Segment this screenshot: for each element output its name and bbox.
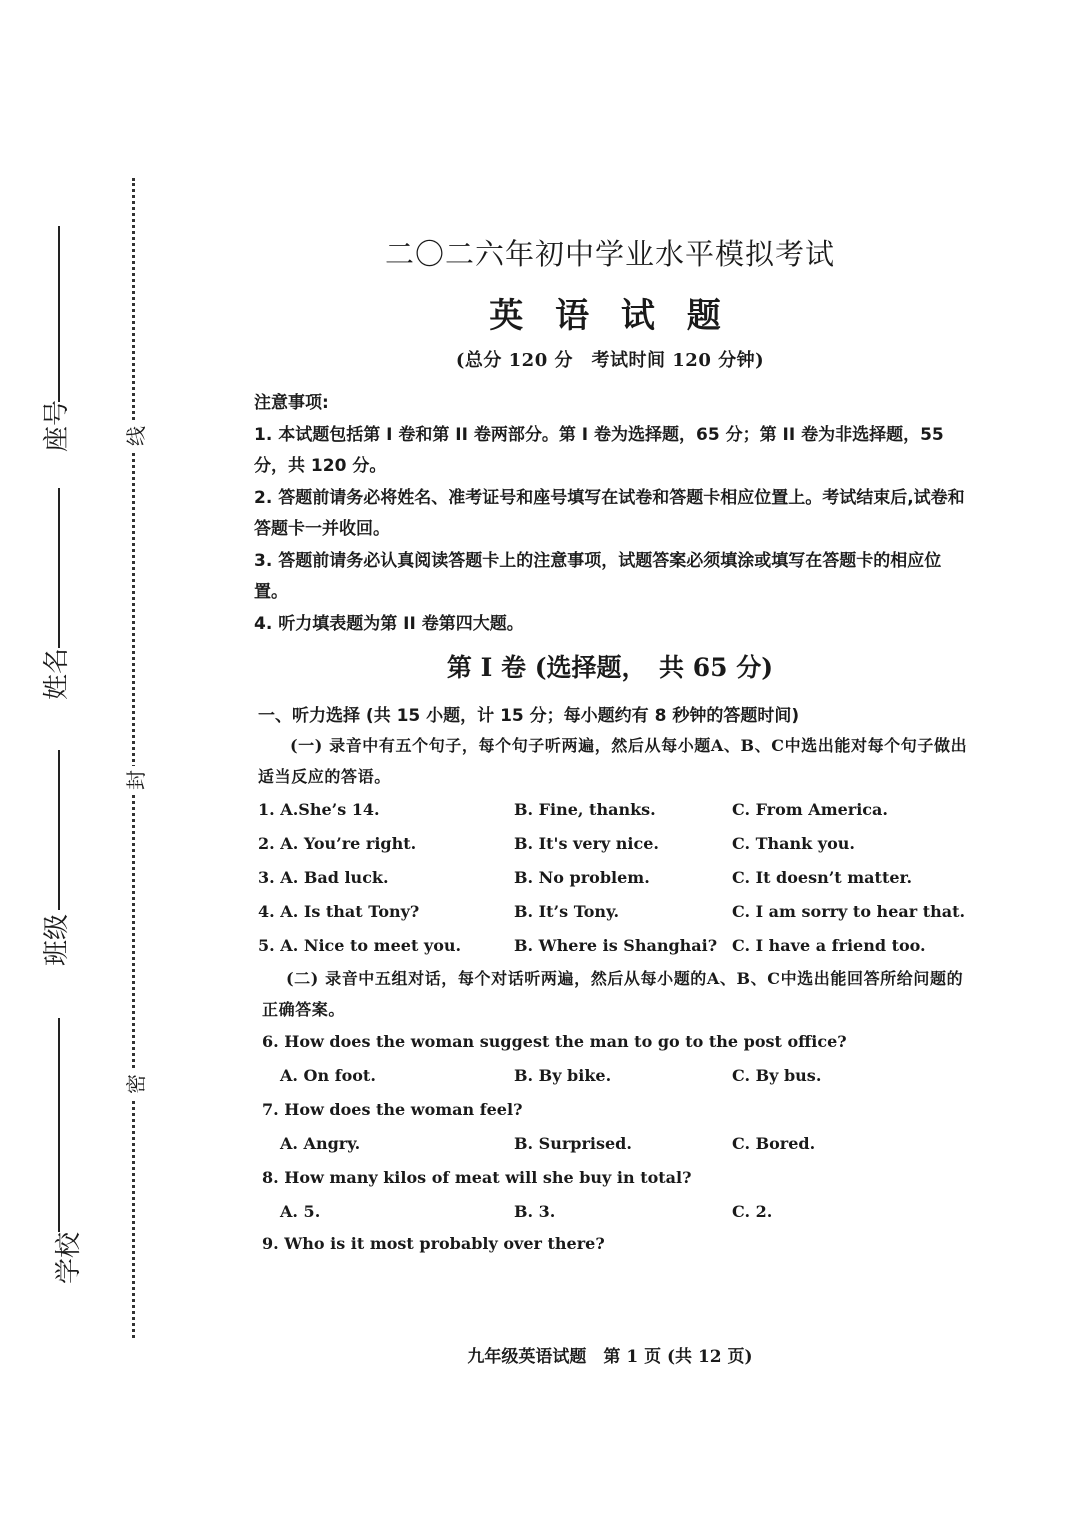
option-c: C. By bus. xyxy=(732,1066,822,1085)
option-c: C. 2. xyxy=(732,1202,773,1221)
question-options-row xyxy=(258,1066,978,1094)
option-c: C. Thank you. xyxy=(732,834,855,853)
option-c: C. I have a friend too. xyxy=(732,936,926,955)
option-b: B. Surprised. xyxy=(514,1134,632,1153)
sub1-instruction: (一) 录音中有五个句子，每个句子听两遍，然后从每小题A、B、C中选出能对每个句子做出适当反应的答语。 xyxy=(258,736,968,786)
notes-item: 3. 答题前请务必认真阅读答题卡上的注意事项，试题答案必须填涂或填写在答题卡的相应位置。 xyxy=(254,550,942,602)
question-options-row xyxy=(258,1134,978,1162)
option-a: 3. A. Bad luck. xyxy=(258,868,389,887)
question-row xyxy=(258,834,978,862)
option-c: C. It doesn’t matter. xyxy=(732,868,913,887)
notes-item: 2. 答题前请务必将姓名、准考证号和座号填写在试卷和答题卡相应位置上。考试结束后,试卷和答题卡一并收回。 xyxy=(254,487,965,539)
option-c: C. Bored. xyxy=(732,1134,816,1153)
option-a: 4. A. Is that Tony? xyxy=(258,902,420,921)
question-stem-row xyxy=(258,1100,978,1128)
option-b: B. By bike. xyxy=(514,1066,612,1085)
option-b: B. It’s Tony. xyxy=(514,902,620,921)
seat-number-blank xyxy=(58,226,60,402)
option-c: C. I am sorry to hear that. xyxy=(732,902,966,921)
option-b: B. Where is Shanghai? xyxy=(514,936,718,955)
question-stem: 6. How does the woman suggest the man to go to the post office? xyxy=(262,1032,847,1051)
score-info: (总分 120 分 考试时间 120 分钟) xyxy=(455,350,765,371)
option-a: 1. A.She’s 14. xyxy=(258,800,380,819)
question-stem-row xyxy=(258,1032,978,1060)
question-row xyxy=(258,868,978,896)
class-blank xyxy=(58,750,60,910)
option-c: C. From America. xyxy=(732,800,888,819)
option-b: B. Fine, thanks. xyxy=(514,800,656,819)
seat-number-label: 座号 xyxy=(42,399,72,452)
option-a: A. On foot. xyxy=(280,1066,376,1085)
question-options-row xyxy=(258,1202,978,1230)
notes-heading: 注意事项: xyxy=(254,393,329,413)
part-one-title: 第 I 卷 (选择题， 共 65 分) xyxy=(446,653,774,682)
notes-item: 1. 本试题包括第 I 卷和第 II 卷两部分。第 I 卷为选择题，65 分；第 II 卷为非选择题，55 分，共 120 分。 xyxy=(254,424,944,476)
subject-title: 英 语 试 题 xyxy=(489,296,731,336)
name-blank xyxy=(58,488,60,648)
option-a: 5. A. Nice to meet you. xyxy=(258,936,462,955)
question-stem: 9. Who is it most probably over there? xyxy=(262,1234,605,1253)
exam-title: 二〇二六年初中学业水平模拟考试 xyxy=(384,237,835,271)
binding-char-feng: 封 xyxy=(126,766,146,794)
school-blank xyxy=(58,1018,60,1232)
class-label: 班级 xyxy=(42,913,72,966)
listening-section-title: 一、听力选择 (共 15 小题，计 15 分；每小题约有 8 秒钟的答题时间) xyxy=(258,706,800,726)
question-row xyxy=(258,936,978,964)
option-b: B. No problem. xyxy=(514,868,650,887)
option-a: A. 5. xyxy=(280,1202,321,1221)
binding-char-mi: 密 xyxy=(126,1070,146,1098)
school-label: 学校 xyxy=(54,1231,84,1284)
question-stem-row xyxy=(258,1168,978,1196)
notes-item: 4. 听力填表题为第 II 卷第四大题。 xyxy=(254,613,524,634)
binding-dotted-line xyxy=(132,178,135,1338)
option-b: B. 3. xyxy=(514,1202,556,1221)
question-row xyxy=(258,800,978,828)
option-b: B. It's very nice. xyxy=(514,834,659,853)
notes-block xyxy=(254,388,974,640)
sub2-instruction: (二) 录音中五组对话，每个对话听两遍，然后从每小题的A、B、C中选出能回答所给问题的正确答案。 xyxy=(262,969,964,1019)
question-stem: 8. How many kilos of meat will she buy in total? xyxy=(262,1168,692,1187)
page-footer: 九年级英语试题 第 1 页 (共 12 页) xyxy=(467,1347,753,1367)
option-a: 2. A. You’re right. xyxy=(258,834,417,853)
binding-char-xian: 线 xyxy=(126,422,146,450)
question-row xyxy=(258,902,978,930)
name-label: 姓名 xyxy=(42,647,72,700)
question-stem-row xyxy=(258,1234,978,1262)
question-stem: 7. How does the woman feel? xyxy=(262,1100,523,1119)
option-a: A. Angry. xyxy=(280,1134,361,1153)
